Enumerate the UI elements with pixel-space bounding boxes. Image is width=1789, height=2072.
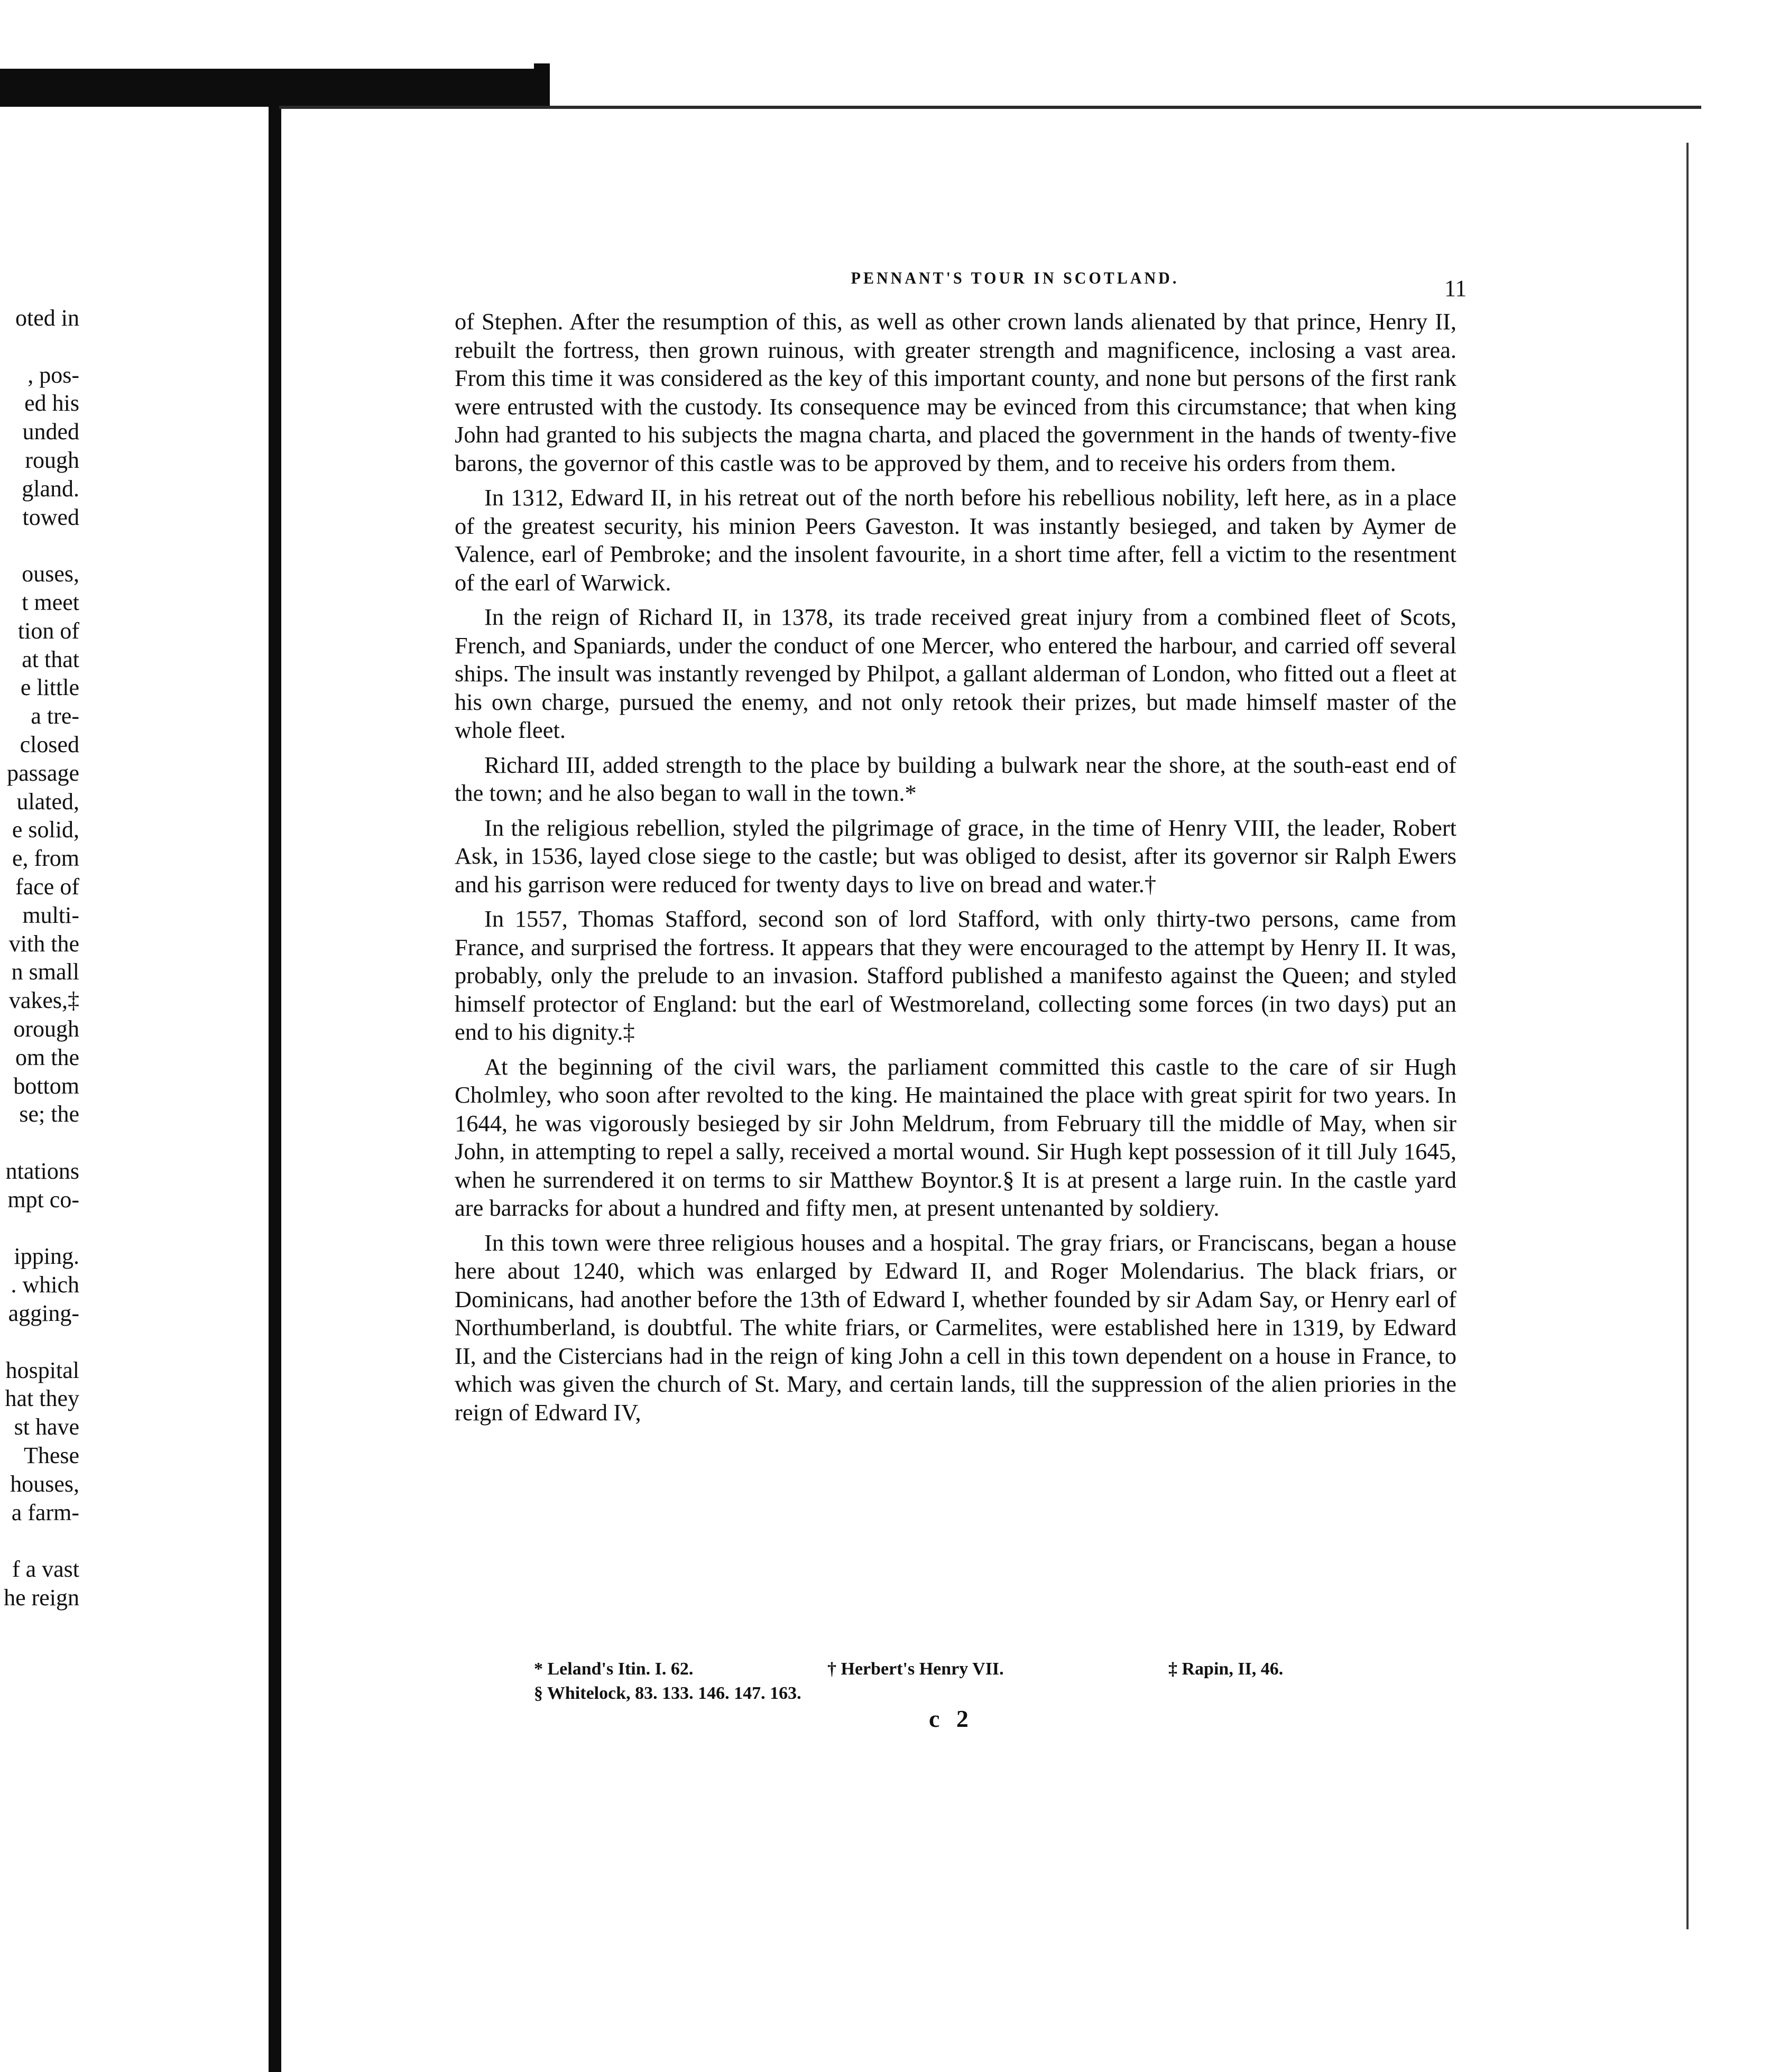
left-page-line: face of (15, 874, 79, 900)
left-page-line: ipping. (14, 1243, 79, 1270)
left-page-line: hat they (5, 1385, 79, 1412)
left-page-line: e little (20, 674, 79, 701)
left-page-line: he reign (4, 1585, 79, 1611)
paragraph: In 1557, Thomas Stafford, second son of lord Stafford, with only thirty-two persons, came from France, and surprised the fortress. It appears that they were encouraged to the attempt by Henry II. It was, probably, only the prelude to an invasion. Stafford published a manifesto against the Queen; and styled himself protector of England: but the earl of Westmoreland, collecting some forces (in two days) put an end to his dignity.‡ (455, 905, 1456, 1045)
footnote-dagger: † Herbert's Henry VII. (827, 1659, 1004, 1679)
left-page-line: closed (20, 732, 79, 757)
page-edge-top (279, 106, 1701, 109)
body-text (455, 308, 1456, 1433)
left-page-line: a tre- (31, 703, 79, 729)
signature-mark: c 2 (929, 1705, 974, 1732)
paragraph: In the reign of Richard II, in 1378, its trade received great injury from a combined fleet of Scots, French, and Spaniards, under the conduct of one Mercer, who entered the harbour, and carried off several ships. The insult was instantly revenged by Philpot, a gallant alderman of London, who fitted out a fleet at his own charge, pursued the enemy, and not only retook their prizes, but made himself master of the whole fleet. (455, 604, 1456, 743)
left-page-line: ouses, (22, 561, 79, 587)
left-page-line: ed his (24, 390, 79, 417)
left-page-line: t meet (22, 589, 79, 615)
left-page-line: multi- (22, 902, 79, 928)
left-page-line: st have (14, 1414, 79, 1440)
book-spine-shadow (269, 105, 281, 2072)
left-page-line: vith the (8, 930, 79, 957)
left-page-line: f a vast (12, 1556, 79, 1583)
left-page-line: gland. (22, 475, 79, 502)
left-page-line: vakes,‡ (8, 987, 79, 1014)
left-page-line: orough (13, 1016, 79, 1042)
left-page-line: n small (11, 959, 79, 985)
left-page-line: ulated, (16, 788, 79, 815)
left-page-line: mpt co- (7, 1186, 79, 1213)
footnote-section: § Whitelock, 83. 133. 146. 147. 163. (534, 1684, 801, 1703)
left-page-line: . which (11, 1272, 79, 1298)
scan-border-notch (534, 63, 550, 73)
left-page-line: bottom (13, 1072, 79, 1099)
left-page-line: at that (22, 646, 79, 672)
page-number: 11 (1444, 275, 1467, 301)
left-page-line: e, from (12, 845, 79, 872)
left-page-line: ntations (5, 1158, 79, 1184)
left-page-line: houses, (10, 1470, 79, 1497)
left-page-line: om the (15, 1044, 79, 1070)
left-page-line: These (23, 1442, 79, 1468)
left-page-line: se; the (19, 1101, 79, 1127)
left-page-line: tion of (17, 617, 79, 644)
left-page-line: passage (7, 760, 79, 786)
paragraph: At the beginning of the civil wars, the parliament committed this castle to the care of sir Hugh Cholmley, who soon after revolted to the king. He maintained the place with great spirit for two years. In 1644, he was vigorously besieged by sir John Meldrum, from February till the middle of May, when sir John, in attempting to repel a sally, received a mortal wound. Sir Hugh kept possession of it till July 1645, when he surrendered it on terms to sir Matthew Boyntor.§ It is at present a large ruin. In the castle yard are barracks for about a hundred and fifty men, at present untenanted by soldiery. (455, 1053, 1456, 1221)
running-head: PENNANT'S TOUR IN SCOTLAND. (851, 269, 1179, 288)
paragraph: In 1312, Edward II, in his retreat out of the north before his rebellious nobility, left here, as in a place of the greatest security, his minion Peers Gaveston. It was instantly besieged, and taken by Aymer de Valence, earl of Pembroke; and the insolent favourite, in a short time after, fell a victim to the resentment of the earl of Warwick. (455, 484, 1456, 596)
scan-border-top (0, 69, 550, 107)
left-page-line: e solid, (12, 817, 79, 843)
left-page-line: , pos- (27, 362, 79, 388)
left-page-line: agging- (8, 1300, 79, 1326)
left-page-line: towed (22, 504, 79, 530)
paragraph: of Stephen. After the resumption of this, as well as other crown lands alienated by that prince, Henry II, rebuilt the fortress, then grown ruinous, with greater strength and magnificence, inclosing a vast area. From this time it was considered as the key of this important county, and none but persons of the first rank were entrusted with the custody. Its consequence may be evinced from this circumstance; that when king John had granted to his subjects the magna charta, and placed the government in the hands of twenty-five barons, the governor of this castle was to be approved by them, and to receive his orders from them. (455, 308, 1456, 476)
left-page-line: oted in (15, 305, 79, 331)
left-page-line: unded (22, 419, 79, 445)
paragraph: Richard III, added strength to the place by building a bulwark near the shore, at the south-east end of the town; and he also began to wall in the town.* (455, 751, 1456, 806)
left-page-line: rough (25, 447, 79, 473)
left-page-line: hospital (5, 1357, 79, 1383)
paragraph: In the religious rebellion, styled the pilgrimage of grace, in the time of Henry VIII, the leader, Robert Ask, in 1536, layed close siege to the castle; but was obliged to desist, after its governor sir Ralph Ewers and his garrison were reduced for twenty days to live on bread and water.† (455, 814, 1456, 898)
footnote-star: * Leland's Itin. I. 62. (534, 1659, 694, 1679)
page-edge-right (1686, 143, 1689, 1929)
footnotes (534, 1657, 1380, 1706)
paragraph: In this town were three religious houses and a hospital. The gray friars, or Franciscans, began a house here about 1240, which was enlarged by Edward II, and Roger Molendarius. The black friars, or Dominicans, had another before the 13th of Edward I, whether founded by sir Adam Say, or Henry earl of Northumberland, is doubtful. The white friars, or Carmelites, were established here in 1319, by Edward II, and the Cistercians had in the reign of king John a cell in this town dependent on a house in France, to which was given the church of St. Mary, and certain lands, till the suppression of the alien priories in the reign of Edward IV, (455, 1229, 1456, 1426)
left-page-line: a farm- (11, 1499, 79, 1525)
footnote-double-dagger: ‡ Rapin, II, 46. (1168, 1659, 1284, 1679)
